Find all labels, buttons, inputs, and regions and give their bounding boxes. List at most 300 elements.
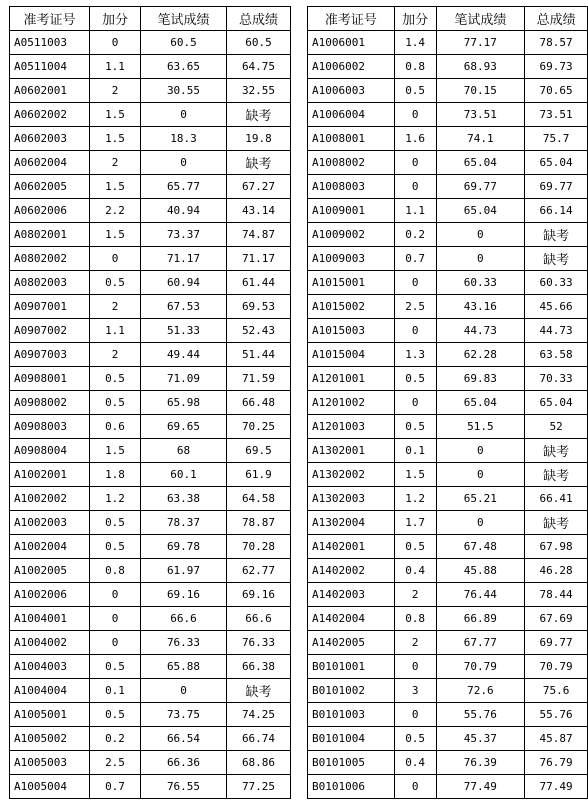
exam-id-cell: A0511003 [10, 31, 90, 55]
bonus-cell: 1.8 [90, 463, 141, 487]
table-row [10, 367, 291, 391]
total-score-cell: 76.33 [227, 631, 291, 655]
total-score-cell: 64.58 [227, 487, 291, 511]
total-score-cell: 70.33 [525, 367, 588, 391]
bonus-cell: 3 [394, 679, 436, 703]
total-score-cell: 67.69 [525, 607, 588, 631]
bonus-cell: 0 [394, 655, 436, 679]
written-score-cell: 69.65 [141, 415, 227, 439]
written-score-cell: 51.33 [141, 319, 227, 343]
table-row [10, 775, 291, 799]
written-score-cell: 30.55 [141, 79, 227, 103]
bonus-cell: 1.5 [90, 103, 141, 127]
table-row [10, 727, 291, 751]
bonus-cell: 0.5 [90, 271, 141, 295]
exam-id-cell: A1015004 [308, 343, 395, 367]
total-score-cell: 77.49 [525, 775, 588, 799]
exam-id-cell: A1002001 [10, 463, 90, 487]
exam-id-cell: A1402004 [308, 607, 395, 631]
exam-id-cell: A0908004 [10, 439, 90, 463]
table-row [308, 295, 588, 319]
written-score-cell: 67.53 [141, 295, 227, 319]
total-score-cell: 71.17 [227, 247, 291, 271]
exam-id-cell: B0101002 [308, 679, 395, 703]
written-score-cell: 67.48 [436, 535, 525, 559]
table-row [10, 463, 291, 487]
bonus-cell: 0.8 [394, 607, 436, 631]
bonus-cell: 0.1 [90, 679, 141, 703]
written-score-cell: 61.97 [141, 559, 227, 583]
bonus-cell: 0.8 [90, 559, 141, 583]
written-score-cell: 65.04 [436, 151, 525, 175]
table-row [10, 655, 291, 679]
exam-id-cell: A0602005 [10, 175, 90, 199]
table-row [308, 703, 588, 727]
header-bonus: 加分 [394, 7, 436, 31]
total-score-cell: 32.55 [227, 79, 291, 103]
written-score-cell: 73.37 [141, 223, 227, 247]
exam-id-cell: A0907002 [10, 319, 90, 343]
bonus-cell: 2 [90, 343, 141, 367]
bonus-cell: 0 [394, 271, 436, 295]
exam-id-cell: A0802002 [10, 247, 90, 271]
total-score-cell: 75.7 [525, 127, 588, 151]
total-score-cell: 74.25 [227, 703, 291, 727]
bonus-cell: 0 [394, 151, 436, 175]
exam-id-cell: A0602002 [10, 103, 90, 127]
bonus-cell: 0.5 [394, 367, 436, 391]
written-score-cell: 55.76 [436, 703, 525, 727]
written-score-cell: 0 [141, 679, 227, 703]
written-score-cell: 63.38 [141, 487, 227, 511]
total-score-cell: 74.87 [227, 223, 291, 247]
bonus-cell: 1.4 [394, 31, 436, 55]
table-row [10, 439, 291, 463]
exam-id-cell: A1005003 [10, 751, 90, 775]
table-row [10, 391, 291, 415]
total-score-cell: 77.25 [227, 775, 291, 799]
written-score-cell: 78.37 [141, 511, 227, 535]
table-row [10, 175, 291, 199]
bonus-cell: 1.5 [90, 175, 141, 199]
bonus-cell: 1.1 [90, 319, 141, 343]
bonus-cell: 2 [394, 583, 436, 607]
table-row [308, 271, 588, 295]
total-score-cell: 78.57 [525, 31, 588, 55]
exam-id-cell: A0908001 [10, 367, 90, 391]
exam-id-cell: A1002006 [10, 583, 90, 607]
exam-id-cell: A1402002 [308, 559, 395, 583]
bonus-cell: 0.5 [394, 79, 436, 103]
total-score-cell: 69.5 [227, 439, 291, 463]
table-row [308, 103, 588, 127]
bonus-cell: 0.5 [90, 535, 141, 559]
exam-id-cell: A1402001 [308, 535, 395, 559]
bonus-cell: 0 [394, 319, 436, 343]
table-row [308, 55, 588, 79]
exam-id-cell: A0511004 [10, 55, 90, 79]
score-table-left [9, 6, 291, 799]
table-row [10, 487, 291, 511]
total-score-cell: 缺考 [227, 103, 291, 127]
total-score-cell: 43.14 [227, 199, 291, 223]
written-score-cell: 73.51 [436, 103, 525, 127]
table-row [10, 199, 291, 223]
bonus-cell: 0.4 [394, 751, 436, 775]
table-row [308, 223, 588, 247]
bonus-cell: 0.5 [90, 391, 141, 415]
written-score-cell: 0 [436, 439, 525, 463]
table-row [10, 151, 291, 175]
exam-id-cell: A0802001 [10, 223, 90, 247]
total-score-cell: 76.79 [525, 751, 588, 775]
table-row [10, 607, 291, 631]
table-row [308, 319, 588, 343]
bonus-cell: 0.2 [90, 727, 141, 751]
written-score-cell: 76.44 [436, 583, 525, 607]
total-score-cell: 缺考 [525, 511, 588, 535]
written-score-cell: 77.49 [436, 775, 525, 799]
total-score-cell: 19.8 [227, 127, 291, 151]
written-score-cell: 71.17 [141, 247, 227, 271]
table-row [10, 319, 291, 343]
written-score-cell: 65.98 [141, 391, 227, 415]
bonus-cell: 0 [394, 391, 436, 415]
exam-id-cell: A1008002 [308, 151, 395, 175]
table-row [10, 31, 291, 55]
total-score-cell: 65.04 [525, 151, 588, 175]
bonus-cell: 2 [90, 79, 141, 103]
exam-id-cell: A1009003 [308, 247, 395, 271]
written-score-cell: 72.6 [436, 679, 525, 703]
bonus-cell: 0 [394, 175, 436, 199]
exam-id-cell: A1004001 [10, 607, 90, 631]
total-score-cell: 70.28 [227, 535, 291, 559]
table-row [10, 535, 291, 559]
written-score-cell: 66.6 [141, 607, 227, 631]
written-score-cell: 44.73 [436, 319, 525, 343]
written-score-cell: 60.33 [436, 271, 525, 295]
exam-id-cell: A0907003 [10, 343, 90, 367]
bonus-cell: 0.5 [394, 415, 436, 439]
exam-id-cell: A1005002 [10, 727, 90, 751]
header-exam-id: 准考证号 [10, 7, 90, 31]
table-row [308, 127, 588, 151]
exam-id-cell: A1008001 [308, 127, 395, 151]
exam-id-cell: A0602004 [10, 151, 90, 175]
written-score-cell: 65.77 [141, 175, 227, 199]
total-score-cell: 缺考 [525, 223, 588, 247]
bonus-cell: 0 [90, 607, 141, 631]
bonus-cell: 0 [90, 583, 141, 607]
header-total-score: 总成绩 [227, 7, 291, 31]
total-score-cell: 73.51 [525, 103, 588, 127]
table-row [308, 631, 588, 655]
total-score-cell: 63.58 [525, 343, 588, 367]
total-score-cell: 缺考 [227, 679, 291, 703]
table-row [308, 727, 588, 751]
table-row [10, 583, 291, 607]
total-score-cell: 67.27 [227, 175, 291, 199]
exam-id-cell: A1402003 [308, 583, 395, 607]
table-row [308, 175, 588, 199]
written-score-cell: 70.15 [436, 79, 525, 103]
exam-id-cell: A1201003 [308, 415, 395, 439]
exam-id-cell: A0908003 [10, 415, 90, 439]
exam-id-cell: A1302004 [308, 511, 395, 535]
exam-id-cell: A1002005 [10, 559, 90, 583]
table-row [10, 559, 291, 583]
exam-id-cell: A0602006 [10, 199, 90, 223]
written-score-cell: 60.5 [141, 31, 227, 55]
header-bonus: 加分 [90, 7, 141, 31]
written-score-cell: 68 [141, 439, 227, 463]
total-score-cell: 缺考 [525, 463, 588, 487]
exam-id-cell: A1005001 [10, 703, 90, 727]
exam-id-cell: A1006004 [308, 103, 395, 127]
total-score-cell: 67.98 [525, 535, 588, 559]
written-score-cell: 49.44 [141, 343, 227, 367]
bonus-cell: 0.4 [394, 559, 436, 583]
total-score-cell: 缺考 [525, 439, 588, 463]
written-score-cell: 45.37 [436, 727, 525, 751]
table-row [308, 583, 588, 607]
bonus-cell: 2.5 [90, 751, 141, 775]
total-score-cell: 70.65 [525, 79, 588, 103]
bonus-cell: 0 [394, 103, 436, 127]
written-score-cell: 69.77 [436, 175, 525, 199]
total-score-cell: 64.75 [227, 55, 291, 79]
bonus-cell: 2 [90, 151, 141, 175]
total-score-cell: 66.74 [227, 727, 291, 751]
exam-id-cell: A1302001 [308, 439, 395, 463]
exam-id-cell: A1006003 [308, 79, 395, 103]
exam-id-cell: A1006002 [308, 55, 395, 79]
total-score-cell: 52.43 [227, 319, 291, 343]
total-score-cell: 60.5 [227, 31, 291, 55]
total-score-cell: 66.38 [227, 655, 291, 679]
bonus-cell: 0.5 [90, 655, 141, 679]
bonus-cell: 1.5 [90, 439, 141, 463]
total-score-cell: 66.6 [227, 607, 291, 631]
total-score-cell: 75.6 [525, 679, 588, 703]
total-score-cell: 55.76 [525, 703, 588, 727]
written-score-cell: 71.09 [141, 367, 227, 391]
table-row [10, 343, 291, 367]
header-row [10, 7, 291, 31]
total-score-cell: 46.28 [525, 559, 588, 583]
table-row [308, 151, 588, 175]
exam-id-cell: A1015001 [308, 271, 395, 295]
total-score-cell: 51.44 [227, 343, 291, 367]
exam-id-cell: B0101005 [308, 751, 395, 775]
exam-id-cell: A1015003 [308, 319, 395, 343]
exam-id-cell: A1009002 [308, 223, 395, 247]
exam-id-cell: A1302003 [308, 487, 395, 511]
header-written-score: 笔试成绩 [141, 7, 227, 31]
written-score-cell: 40.94 [141, 199, 227, 223]
written-score-cell: 0 [436, 511, 525, 535]
bonus-cell: 2 [90, 295, 141, 319]
bonus-cell: 0 [90, 631, 141, 655]
exam-id-cell: A0802003 [10, 271, 90, 295]
exam-id-cell: A1015002 [308, 295, 395, 319]
table-row [308, 559, 588, 583]
table-row [308, 391, 588, 415]
table-row [308, 487, 588, 511]
table-row [10, 751, 291, 775]
table-row [308, 439, 588, 463]
table-row [10, 247, 291, 271]
table-row [308, 367, 588, 391]
bonus-cell: 0.5 [90, 511, 141, 535]
exam-id-cell: A1002004 [10, 535, 90, 559]
written-score-cell: 0 [436, 223, 525, 247]
written-score-cell: 0 [141, 103, 227, 127]
total-score-cell: 71.59 [227, 367, 291, 391]
bonus-cell: 1.5 [90, 223, 141, 247]
bonus-cell: 0.2 [394, 223, 436, 247]
total-score-cell: 缺考 [525, 247, 588, 271]
total-score-cell: 70.79 [525, 655, 588, 679]
table-row [10, 415, 291, 439]
exam-id-cell: A1005004 [10, 775, 90, 799]
bonus-cell: 0 [394, 775, 436, 799]
bonus-cell: 0.5 [90, 367, 141, 391]
total-score-cell: 66.41 [525, 487, 588, 511]
written-score-cell: 0 [436, 247, 525, 271]
bonus-cell: 0 [90, 247, 141, 271]
table-row [10, 271, 291, 295]
bonus-cell: 0.5 [394, 727, 436, 751]
written-score-cell: 65.21 [436, 487, 525, 511]
table-row [308, 247, 588, 271]
written-score-cell: 69.78 [141, 535, 227, 559]
exam-id-cell: A0907001 [10, 295, 90, 319]
table-row [10, 295, 291, 319]
bonus-cell: 0.8 [394, 55, 436, 79]
table-row [308, 655, 588, 679]
bonus-cell: 0.1 [394, 439, 436, 463]
score-table-right [307, 6, 588, 799]
total-score-cell: 45.87 [525, 727, 588, 751]
table-row [308, 31, 588, 55]
bonus-cell: 1.2 [90, 487, 141, 511]
bonus-cell: 0.5 [90, 703, 141, 727]
bonus-cell: 1.5 [90, 127, 141, 151]
exam-id-cell: A1004002 [10, 631, 90, 655]
exam-id-cell: A1009001 [308, 199, 395, 223]
total-score-cell: 61.44 [227, 271, 291, 295]
exam-id-cell: B0101001 [308, 655, 395, 679]
total-score-cell: 52 [525, 415, 588, 439]
written-score-cell: 74.1 [436, 127, 525, 151]
written-score-cell: 65.04 [436, 391, 525, 415]
bonus-cell: 0 [394, 703, 436, 727]
written-score-cell: 62.28 [436, 343, 525, 367]
total-score-cell: 69.16 [227, 583, 291, 607]
written-score-cell: 43.16 [436, 295, 525, 319]
total-score-cell: 68.86 [227, 751, 291, 775]
exam-id-cell: B0101006 [308, 775, 395, 799]
bonus-cell: 0 [90, 31, 141, 55]
total-score-cell: 69.77 [525, 631, 588, 655]
written-score-cell: 18.3 [141, 127, 227, 151]
table-row [10, 127, 291, 151]
header-exam-id: 准考证号 [308, 7, 395, 31]
exam-id-cell: A1402005 [308, 631, 395, 655]
written-score-cell: 63.65 [141, 55, 227, 79]
exam-id-cell: A1006001 [308, 31, 395, 55]
bonus-cell: 1.2 [394, 487, 436, 511]
header-total-score: 总成绩 [525, 7, 588, 31]
table-row [10, 223, 291, 247]
bonus-cell: 0.7 [394, 247, 436, 271]
total-score-cell: 78.87 [227, 511, 291, 535]
table-row [10, 679, 291, 703]
exam-id-cell: A1201002 [308, 391, 395, 415]
written-score-cell: 76.39 [436, 751, 525, 775]
written-score-cell: 60.1 [141, 463, 227, 487]
written-score-cell: 70.79 [436, 655, 525, 679]
bonus-cell: 1.7 [394, 511, 436, 535]
written-score-cell: 60.94 [141, 271, 227, 295]
table-row [308, 535, 588, 559]
bonus-cell: 1.1 [90, 55, 141, 79]
table-row [10, 631, 291, 655]
exam-id-cell: B0101004 [308, 727, 395, 751]
written-score-cell: 76.55 [141, 775, 227, 799]
bonus-cell: 2.2 [90, 199, 141, 223]
exam-id-cell: A1002003 [10, 511, 90, 535]
bonus-cell: 2.5 [394, 295, 436, 319]
exam-id-cell: A0908002 [10, 391, 90, 415]
total-score-cell: 66.48 [227, 391, 291, 415]
written-score-cell: 69.83 [436, 367, 525, 391]
total-score-cell: 66.14 [525, 199, 588, 223]
total-score-cell: 70.25 [227, 415, 291, 439]
written-score-cell: 51.5 [436, 415, 525, 439]
header-row [308, 7, 588, 31]
table-row [308, 511, 588, 535]
written-score-cell: 68.93 [436, 55, 525, 79]
total-score-cell: 69.77 [525, 175, 588, 199]
written-score-cell: 65.04 [436, 199, 525, 223]
exam-id-cell: A1201001 [308, 367, 395, 391]
table-row [10, 103, 291, 127]
bonus-cell: 0.6 [90, 415, 141, 439]
table-row [10, 703, 291, 727]
written-score-cell: 0 [436, 463, 525, 487]
exam-id-cell: A1004004 [10, 679, 90, 703]
exam-id-cell: A1002002 [10, 487, 90, 511]
bonus-cell: 1.5 [394, 463, 436, 487]
total-score-cell: 44.73 [525, 319, 588, 343]
written-score-cell: 66.36 [141, 751, 227, 775]
table-row [308, 343, 588, 367]
total-score-cell: 78.44 [525, 583, 588, 607]
table-row [308, 415, 588, 439]
bonus-cell: 2 [394, 631, 436, 655]
table-row [308, 463, 588, 487]
bonus-cell: 1.6 [394, 127, 436, 151]
total-score-cell: 61.9 [227, 463, 291, 487]
exam-id-cell: A1008003 [308, 175, 395, 199]
bonus-cell: 1.1 [394, 199, 436, 223]
written-score-cell: 73.75 [141, 703, 227, 727]
table-row [308, 79, 588, 103]
written-score-cell: 76.33 [141, 631, 227, 655]
